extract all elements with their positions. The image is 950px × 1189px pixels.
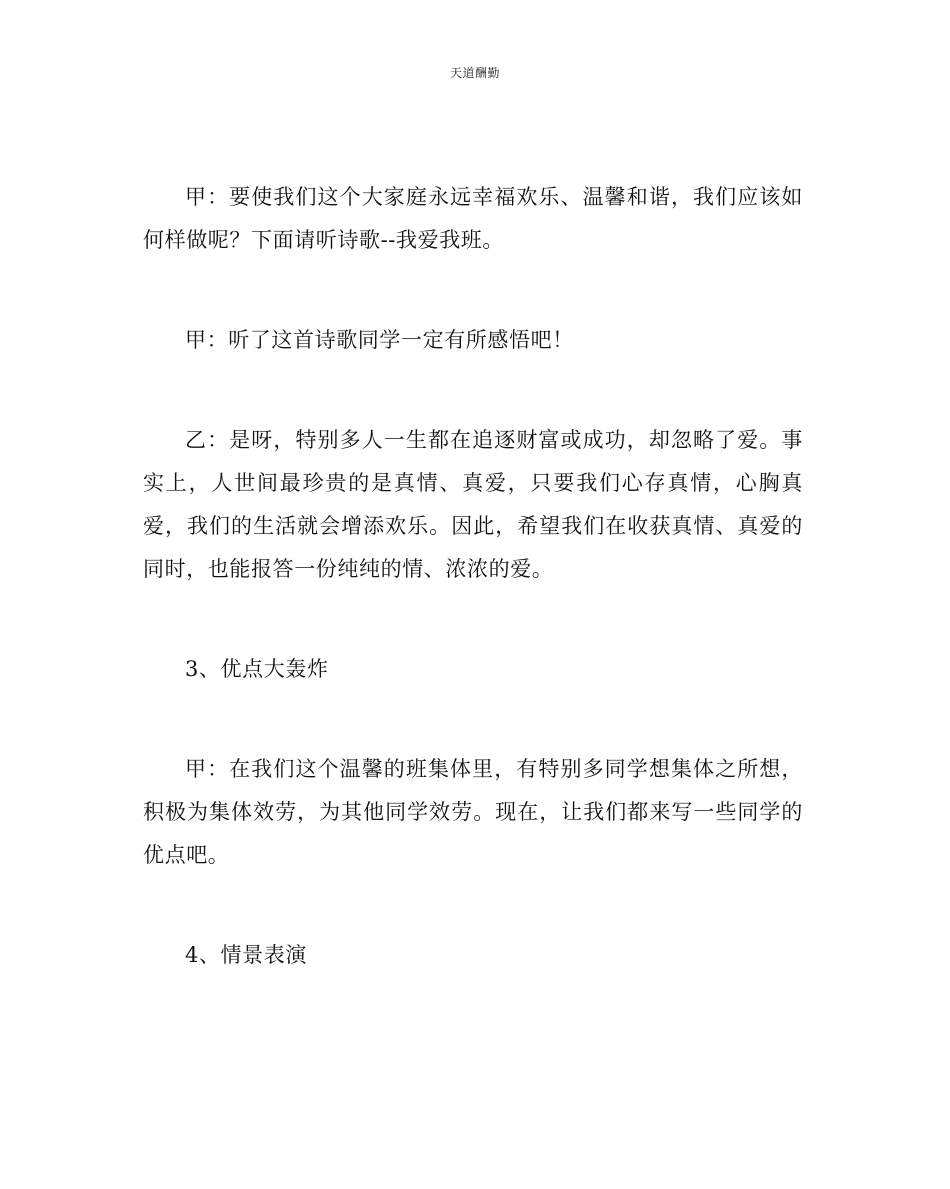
paragraph-yi-love: 乙：是呀，特别多人一生都在追逐财富或成功，却忽略了爱。事实上，人世间最珍贵的是真情、真爱，只要我们心存真情，心胸真爱，我们的生活就会增添欢乐。因此，希望我们在收获真情、真爱的同时，也能报答一份纯纯的情、浓浓的爱。 bbox=[143, 428, 803, 581]
document-body bbox=[143, 176, 803, 977]
page-header: 天道酬勤 bbox=[449, 66, 500, 80]
paragraph-jia-poem-response: 甲：听了这首诗歌同学一定有所感悟吧！ bbox=[185, 328, 574, 352]
section-heading-4: 4、情景表演 bbox=[185, 943, 307, 967]
paragraph-jia-family: 甲：要使我们这个大家庭永远幸福欢乐、温馨和谐，我们应该如何样做呢？下面请听诗歌--我爱我班。 bbox=[143, 185, 803, 252]
section-heading-3: 3、优点大轰炸 bbox=[185, 657, 329, 681]
paragraph-jia-merits: 甲：在我们这个温馨的班集体里，有特别多同学想集体之所想，积极为集体效劳，为其他同学效劳。现在，让我们都来写一些同学的优点吧。 bbox=[143, 757, 803, 867]
